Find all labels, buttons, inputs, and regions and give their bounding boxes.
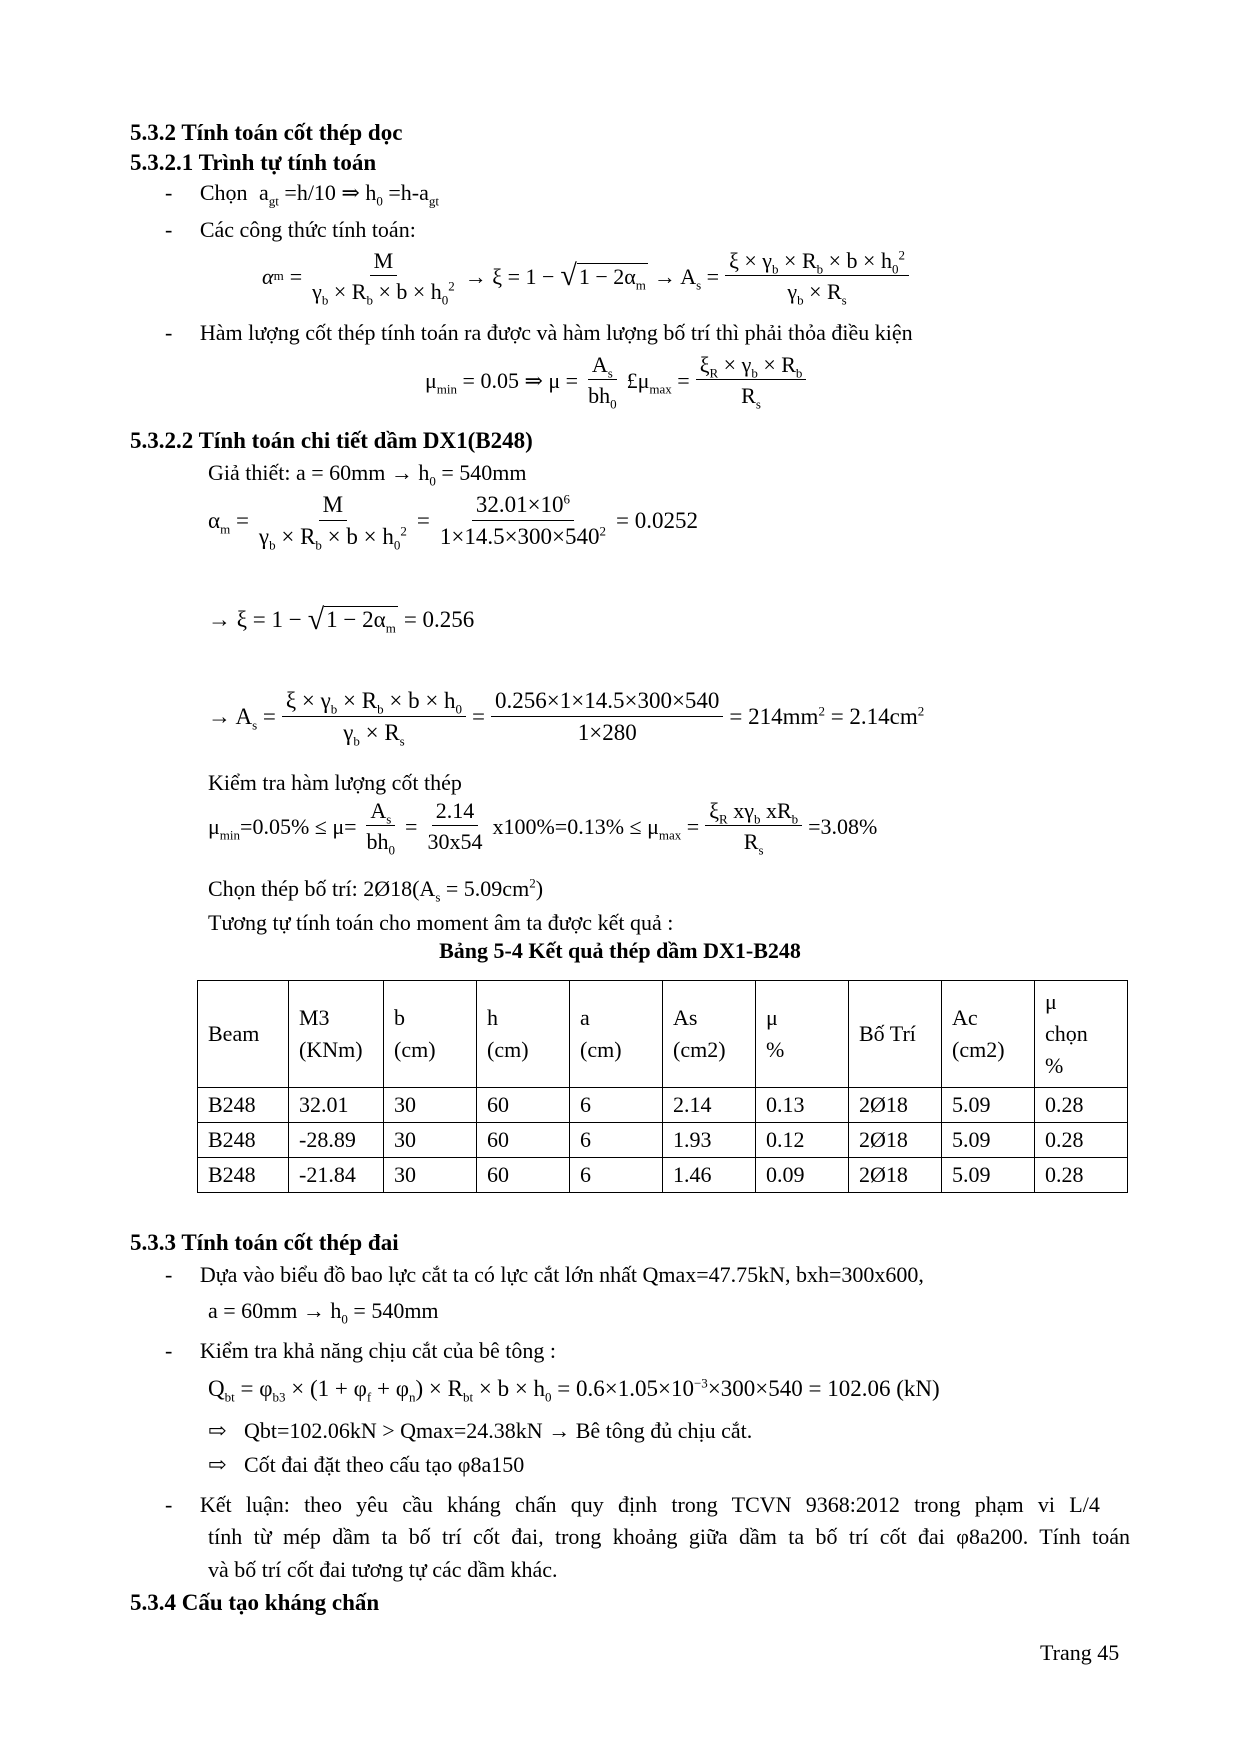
as-fraction: $\frac{\xi \times \gamma_b \times R_b \times b \times h_0^2}{\gamma_b \times R_s}$ — [725, 248, 909, 305]
bullet-dash: - — [165, 217, 173, 242]
alpha-calc: $\alpha_m$ = $\frac{M}{\gamma_b \times R_b \times b \times h_0^2}$ = $\frac{32.01\times 10^6}{1\times 14.5\times 300\times 540^2}$ = 0.0252 — [208, 491, 698, 554]
bullet-kiem-tra-cat — [165, 1338, 556, 1363]
section-heading-5-3-4: 5.3.4 Cấu tạo kháng chấn — [130, 1590, 380, 1615]
ham-luong-text: Hàm lượng cốt thép tính toán ra được và hàm lượng bố trí thì phải thỏa điều kiện — [199, 320, 913, 345]
tuong-tu: Tương tự tính toán cho moment âm ta được kết quả : — [208, 910, 674, 935]
table-cell: 0.28 — [1035, 1088, 1128, 1123]
table-cell: B248 — [198, 1158, 289, 1193]
section-heading-5-3-2-1: 5.3.2.1 Trình tự tính toán — [130, 150, 377, 175]
table-cell: 5.09 — [942, 1158, 1035, 1193]
header-cell: Bố Trí — [849, 981, 942, 1088]
result-table — [197, 980, 1128, 1193]
table-header-row — [198, 981, 1128, 1088]
table-cell: 6 — [570, 1088, 663, 1123]
bullet-dash: - — [165, 1338, 173, 1363]
table-cell: 6 — [570, 1158, 663, 1193]
table-cell: 1.46 — [663, 1158, 756, 1193]
page-number: Trang 45 — [1040, 1640, 1120, 1665]
arrow-icon: ⇨ — [208, 1418, 227, 1443]
a-h0-line: $a = 60mm \to h_0 = 540mm$ — [208, 1298, 439, 1327]
gia-thiet: Giả thiết: $a = 60mm \to h_0 = 540mm$ — [208, 460, 527, 489]
sqrt-symbol: √ $1 - 2\alpha_m$ — [560, 259, 646, 293]
ket-luan-line-3-wrap — [208, 1557, 557, 1582]
xi-calc: → ξ = 1 − √ $1 - 2\alpha_m$ = 0.256 — [208, 603, 475, 636]
header-cell: b (cm) — [384, 981, 477, 1088]
table-cell: 2Ø18 — [849, 1088, 942, 1123]
chon-label: Chọn — [199, 180, 248, 205]
table-row — [198, 1088, 1128, 1123]
table-cell: 1.93 — [663, 1123, 756, 1158]
header-cell: a (cm) — [570, 981, 663, 1088]
ket-luan-line-2-wrap — [208, 1524, 1130, 1549]
table-cell: 5.09 — [942, 1088, 1035, 1123]
alpha-fraction: $\frac{M}{\gamma_b \times R_b \times b \times h_0^2}$ — [312, 248, 455, 308]
qbt-check-text: Qbt=102.06kN > Qmax=24.38kN → Bê tông đủ chịu cắt. — [243, 1418, 753, 1443]
bullet-ket-luan — [165, 1492, 1100, 1517]
bullet-dash: - — [165, 1492, 173, 1517]
table-cell: 5.09 — [942, 1123, 1035, 1158]
bullet-cong-thuc — [165, 217, 416, 242]
table-cell: B248 — [198, 1088, 289, 1123]
table-cell: 6 — [570, 1123, 663, 1158]
main-formula: α m = $\frac{M}{\gamma_b \times R_b \times b \times h_0^2}$ → ξ = 1 − √ $1 - 2\alpha_m$ → $A_s$ = $\frac{\xi \times \gamma_b \times R_b \times b \times h_0^2}{\gamma_b \times R_s}$ — [262, 248, 909, 305]
header-cell: M3 (KNm) — [289, 981, 384, 1088]
mu-formula: $\mu_{min} = 0.05$ ⇒ μ = $\frac{A_s}{bh_0}$ $£\mu_{max}$ = $\frac{\xi_R \times \gamma_b \times R_b}{R_s}$ — [425, 352, 806, 409]
table-cell: 2Ø18 — [849, 1123, 942, 1158]
header-cell: Ac (cm2) — [942, 981, 1035, 1088]
dua-vao-text: Dựa vào biểu đồ bao lực cắt ta có lực cắt lớn nhất Qmax=47.75kN, bxh=300x600, — [199, 1262, 924, 1287]
as-calc: → $A_s$ = $\frac{\xi \times \gamma_b \times R_b \times b \times h_0}{\gamma_b \times R_s}$ = $\frac{0.256\times 1\times 14.5\times 300\times 540}{1\times 280}$ = $214mm^2 = 2.14cm^2$ — [208, 688, 925, 750]
ket-luan-line-3: và bố trí cốt đai tương tự các dầm khác. — [208, 1557, 558, 1582]
table-cell: 60 — [477, 1123, 570, 1158]
section-heading-5-3-3: 5.3.3 Tính toán cốt thép đai — [130, 1230, 399, 1255]
table-cell: 0.13 — [756, 1088, 849, 1123]
header-cell: μ % — [756, 981, 849, 1088]
bullet-dash: - — [165, 320, 173, 345]
section-heading-5-3-2-2: 5.3.2.2 Tính toán chi tiết dầm DX1(B248) — [130, 428, 533, 453]
header-cell: As (cm2) — [663, 981, 756, 1088]
table-row — [198, 1158, 1128, 1193]
table-cell: 0.28 — [1035, 1158, 1128, 1193]
header-cell: h (cm) — [477, 981, 570, 1088]
table-cell: 0.09 — [756, 1158, 849, 1193]
kiem-tra-ham-luong: Kiểm tra hàm lượng cốt thép — [208, 770, 462, 795]
header-cell: μ chọn % — [1035, 981, 1128, 1088]
bullet-chon — [165, 180, 439, 209]
chon-thep: Chọn thép bố trí: $2Ø18(A_s = 5.09cm^2)$ — [208, 875, 544, 905]
qbt-formula: $Q_{bt} = \varphi_{b3} \times (1 + \varphi_f + \varphi_n) \times R_{bt} \times b \times h_0 = 0.6\times 1.05\times 10^{-3}\times 300\times 540 = 102.06$ (kN) — [208, 1375, 940, 1405]
table-caption: Bảng 5-4 Kết quả thép dầm DX1-B248 — [439, 938, 801, 963]
ket-luan-line-2: tính từ mép dầm ta bố trí cốt đai, trong khoảng giữa dầm ta bố trí cốt đai φ8a200. Tính toán — [208, 1524, 1130, 1549]
table-cell: -28.89 — [289, 1123, 384, 1158]
ket-luan-line-1: Kết luận: theo yêu cầu kháng chấn quy định trong TCVN 9368:2012 trong phạm vi L/4 — [199, 1492, 1100, 1517]
cong-thuc-label: Các công thức tính toán: — [199, 217, 416, 242]
table-cell: 32.01 — [289, 1088, 384, 1123]
kiem-tra-cat-text: Kiểm tra khả năng chịu cắt của bê tông : — [199, 1338, 556, 1363]
section-heading-5-3-2: 5.3.2 Tính toán cốt thép dọc — [130, 120, 403, 145]
arrow-icon: ⇨ — [208, 1452, 227, 1477]
table-cell: 30 — [384, 1088, 477, 1123]
mu-check: $\mu_{min}=0.05\% \le \mu=$ $\frac{A_s}{bh_0}$ = $\frac{2.14}{30x54}$ $x100\%=0.13\% \le \mu_{max}$ = $\frac{\xi_R x\gamma_b xR_b}{R_s}$ =3.08% — [208, 798, 878, 858]
qbt-check — [208, 1418, 752, 1443]
bullet-dua-vao — [165, 1262, 924, 1287]
table-cell: 0.28 — [1035, 1123, 1128, 1158]
chon-formula: $a_{gt} =h/10$ ⇒ $h_0 =h-a_{gt}$ — [259, 180, 439, 209]
bullet-dash: - — [165, 180, 173, 205]
table-cell: 60 — [477, 1088, 570, 1123]
table-cell: 0.12 — [756, 1123, 849, 1158]
table-cell: B248 — [198, 1123, 289, 1158]
table-cell: 30 — [384, 1123, 477, 1158]
cot-dai-line — [208, 1452, 524, 1477]
bullet-dash: - — [165, 1262, 173, 1287]
header-cell: Beam — [198, 981, 289, 1088]
table-cell: -21.84 — [289, 1158, 384, 1193]
cot-dai-text: Cốt đai đặt theo cấu tạo φ8a150 — [243, 1452, 525, 1477]
table-cell: 2Ø18 — [849, 1158, 942, 1193]
table-row — [198, 1123, 1128, 1158]
table-cell: 30 — [384, 1158, 477, 1193]
table-cell: 2.14 — [663, 1088, 756, 1123]
table-cell: 60 — [477, 1158, 570, 1193]
bullet-ham-luong — [165, 320, 913, 345]
